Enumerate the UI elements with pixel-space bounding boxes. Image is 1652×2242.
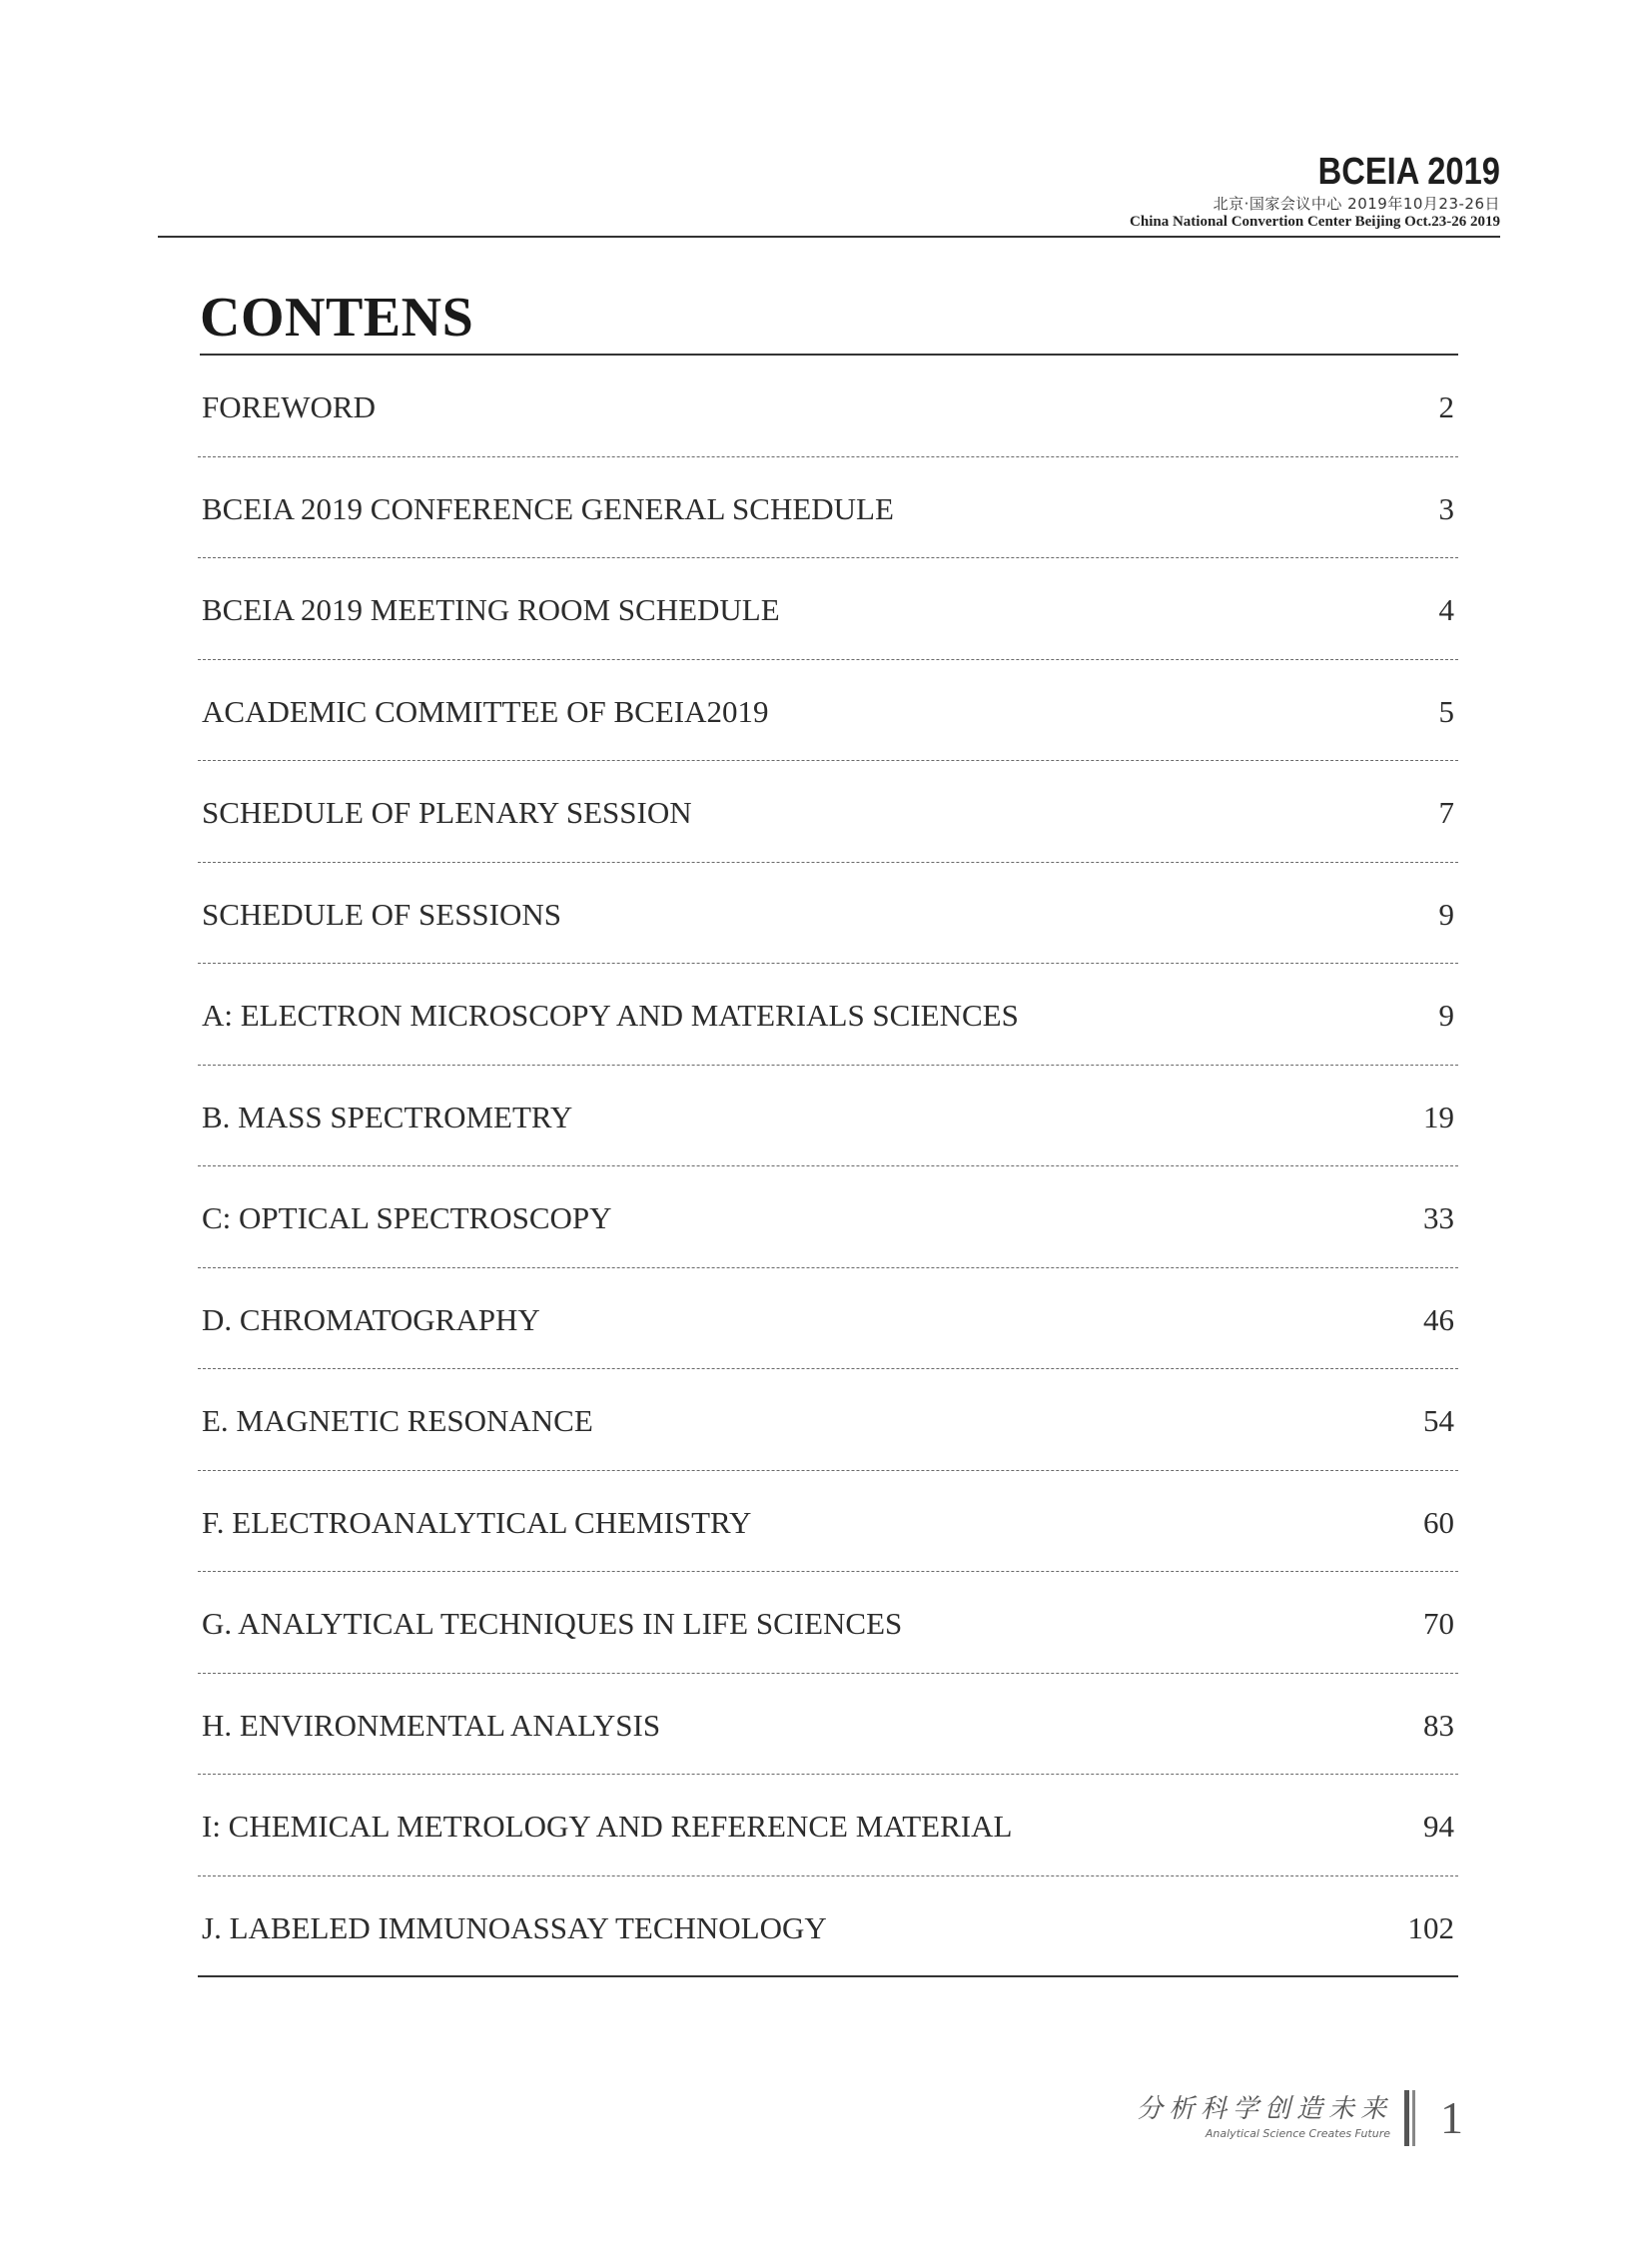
toc-entry[interactable] [198, 1775, 1458, 1876]
toc-entry-page-number: 54 [1423, 1403, 1454, 1438]
toc-entry[interactable] [198, 1572, 1458, 1674]
toc-entry-label: BCEIA 2019 CONFERENCE GENERAL SCHEDULE [202, 490, 894, 526]
toc-entry-label: A: ELECTRON MICROSCOPY AND MATERIALS SCIENCES [202, 998, 1019, 1033]
toc-entry[interactable] [198, 356, 1458, 457]
toc-entry[interactable] [198, 761, 1458, 863]
toc-entry[interactable] [198, 1471, 1458, 1573]
footer-bar-thick [1404, 2090, 1409, 2146]
toc-entry-page-number: 83 [1423, 1707, 1454, 1743]
toc-entry[interactable] [198, 457, 1458, 559]
footer-bar-thin [1412, 2090, 1415, 2146]
toc-entry-page-number: 19 [1423, 1099, 1454, 1134]
toc-entry-label: I: CHEMICAL METROLOGY AND REFERENCE MATERIAL [202, 1809, 1013, 1844]
toc-entry-page-number: 2 [1438, 389, 1454, 424]
toc-entry[interactable] [198, 1268, 1458, 1370]
toc-entry-label: D. CHROMATOGRAPHY [202, 1301, 540, 1337]
toc-entry-label: ACADEMIC COMMITTEE OF BCEIA2019 [202, 693, 769, 729]
toc-entry[interactable] [198, 863, 1458, 965]
toc-entry-page-number: 9 [1438, 896, 1454, 932]
toc-entry-label: E. MAGNETIC RESONANCE [202, 1403, 593, 1438]
toc-entry-label: F. ELECTROANALYTICAL CHEMISTRY [202, 1504, 752, 1540]
toc-entry-label: B. MASS SPECTROMETRY [202, 1099, 573, 1134]
footer-slogan-cn: 分析科学创造未来 [1136, 2094, 1392, 2124]
page-number: 1 [1440, 2092, 1463, 2143]
header-venue-cn: 北京·国家会议中心 2019年10月23-26日 [1213, 195, 1500, 213]
toc-entry-label: BCEIA 2019 MEETING ROOM SCHEDULE [202, 592, 780, 627]
footer-slogan-en: Analytical Science Creates Future [1205, 2127, 1390, 2140]
toc-entry[interactable] [198, 1876, 1458, 1978]
toc-entry[interactable] [198, 1166, 1458, 1268]
toc-entry-label: C: OPTICAL SPECTROSCOPY [202, 1200, 612, 1235]
toc-entry[interactable] [198, 558, 1458, 660]
toc-entry-page-number: 3 [1438, 490, 1454, 526]
toc-entry-page-number: 4 [1438, 592, 1454, 627]
page-title: CONTENS [200, 286, 1458, 356]
toc-entry-page-number: 5 [1438, 693, 1454, 729]
toc-entry-page-number: 7 [1438, 795, 1454, 830]
toc-entry[interactable] [198, 1674, 1458, 1776]
header-brand-title: BCEIA 2019 [1317, 151, 1500, 193]
header-venue-en: China National Convertion Center Beijing Oct.23-26 2019 [1130, 214, 1500, 230]
page-header [158, 150, 1500, 238]
footer-divider-bars [1404, 2090, 1422, 2146]
toc-entry-page-number: 9 [1438, 998, 1454, 1033]
toc-entry-label: SCHEDULE OF SESSIONS [202, 896, 562, 932]
toc-entry[interactable] [198, 660, 1458, 762]
toc-entry-page-number: 102 [1407, 1909, 1454, 1945]
toc-entry-label: G. ANALYTICAL TECHNIQUES IN LIFE SCIENCES [202, 1606, 903, 1641]
table-of-contents [198, 286, 1458, 1977]
toc-entry[interactable] [198, 1369, 1458, 1471]
toc-entry-label: H. ENVIRONMENTAL ANALYSIS [202, 1707, 661, 1743]
toc-entry-page-number: 70 [1423, 1606, 1454, 1641]
toc-entry-label: SCHEDULE OF PLENARY SESSION [202, 795, 692, 830]
toc-entry-label: J. LABELED IMMUNOASSAY TECHNOLOGY [202, 1909, 827, 1945]
toc-entry-label: FOREWORD [202, 389, 376, 424]
toc-entry-page-number: 94 [1423, 1809, 1454, 1844]
page-footer [1136, 2082, 1498, 2162]
toc-entry[interactable] [198, 1066, 1458, 1167]
toc-entry-page-number: 46 [1423, 1301, 1454, 1337]
toc-list [198, 356, 1458, 1977]
toc-entry-page-number: 33 [1423, 1200, 1454, 1235]
toc-entry[interactable] [198, 964, 1458, 1066]
toc-entry-page-number: 60 [1423, 1504, 1454, 1540]
